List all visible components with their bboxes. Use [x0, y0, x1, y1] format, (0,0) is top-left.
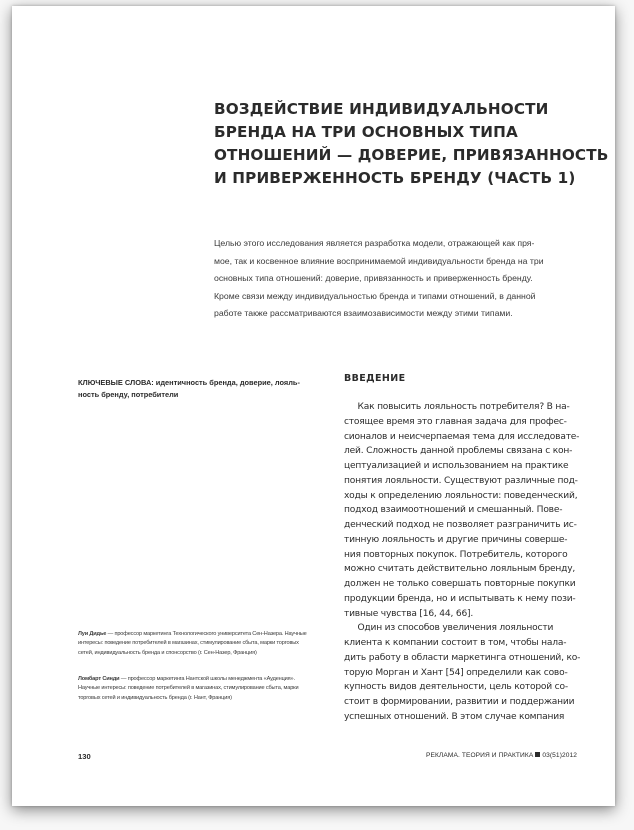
author-bio-line: сетей, индивидуальность бренда и спонсорство (г. Сен-Назер, Франция)	[78, 649, 257, 656]
body-line: должен не только совершать повторные покупки	[344, 579, 576, 589]
abstract-line: Кроме связи между индивидуальностью бренда и типами отношений, в данной	[214, 290, 536, 301]
body-line: можно считать действительно лояльным бренду,	[344, 564, 576, 575]
title-line: ОТНОШЕНИЙ — ДОВЕРИЕ, ПРИВЯЗАННОСТЬ	[214, 146, 609, 164]
issue-number: 03(51)2012	[542, 752, 578, 759]
author-bio-line	[78, 630, 328, 639]
keywords	[78, 377, 318, 400]
section-heading: ВВЕДЕНИЕ	[344, 373, 406, 384]
page-number: 130	[78, 752, 91, 761]
body-line: тивные чувства [16, 44, 66].	[344, 608, 474, 619]
body-line: ходы к определению лояльности: поведенческий,	[344, 490, 578, 501]
journal-name: РЕКЛАМА. ТЕОРИЯ И ПРАКТИКА	[426, 752, 534, 759]
body-line: денческий подход не позволяет разграничить ис-	[344, 520, 577, 530]
author-bio	[78, 630, 328, 658]
body-text	[344, 400, 599, 725]
body-line: стоящее время это главная задача для профес-	[344, 416, 567, 427]
body-line: понятия лояльности. Существуют различные под-	[344, 475, 578, 486]
body-line: Как повысить лояльность потребителя? В на-	[344, 402, 570, 412]
body-line: купность видов деятельности, цель которой со-	[344, 682, 568, 693]
author-bio	[78, 675, 328, 703]
author-bio-line: Научные интересы: поведение потребителей в магазинах, стимулирование сбыта, марки	[78, 685, 299, 692]
body-line: продукции бренда, но и испытывать к нему пози-	[344, 593, 576, 604]
body-line: клиента к компании состоит в том, чтобы нала-	[344, 638, 567, 648]
keywords-line: ность бренду, потребители	[78, 389, 179, 399]
abstract-line: работе также рассматриваются взаимозависимости между этими типами.	[214, 308, 513, 319]
running-footer	[426, 752, 577, 759]
body-line: ния повторных покупок. Потребитель, которого	[344, 549, 568, 560]
abstract-line: основных типа отношений: доверие, привязанность и приверженность бренду.	[214, 273, 533, 284]
body-line: Один из способов увеличения лояльности	[344, 623, 554, 634]
title-line: БРЕНДА НА ТРИ ОСНОВНЫХ ТИПА	[214, 123, 518, 141]
author-bio-line	[78, 675, 328, 684]
title-line: ВОЗДЕЙСТВИЕ ИНДИВИДУАЛЬНОСТИ	[214, 100, 549, 118]
author-bio-line: торговых сетей и индивидуальность бренда (г. Нант, Франция)	[78, 694, 232, 701]
body-line: сионалов и неисчерпаемая тема для исследовате-	[344, 431, 580, 442]
body-line: тинную лояльность и другие причины соверше-	[344, 534, 568, 545]
author-name: Ломбарт Синди	[78, 676, 120, 682]
abstract	[214, 235, 594, 323]
journal-page	[12, 6, 615, 806]
body-line: лей. Сложность данной проблемы связана с кон-	[344, 446, 573, 457]
body-line: стоит в формировании, развитии и поддержании	[344, 697, 575, 707]
abstract-line: мое, так и косвенное влияние воспринимаемой индивидуальности бренда на три	[214, 255, 544, 266]
keywords-line: КЛЮЧЕВЫЕ СЛОВА: идентичность бренда, доверие, лояль-	[78, 378, 300, 387]
author-name: Луи Дидье	[78, 631, 107, 637]
title-line: И ПРИВЕРЖЕННОСТЬ БРЕНДУ (ЧАСТЬ 1)	[214, 169, 576, 187]
article-title	[214, 98, 609, 190]
author-bio-line: интересы: поведение потребителей в магазинах, стимулирование сбыта, марки торговых	[78, 640, 299, 647]
abstract-line: Целью этого исследования является разработка модели, отражающей как пря-	[214, 238, 535, 248]
body-line: успешных отношений. В этом случае компания	[344, 711, 565, 722]
square-bullet-icon	[535, 752, 540, 757]
body-line: дить работу в области маркетинга отношений, ко-	[344, 652, 581, 663]
body-line: торую Морган и Хант [54] определили как сово-	[344, 667, 568, 678]
author-bio-text: — профессор маркетинга Нантской школы менеджмента «Ауденция».	[119, 676, 295, 682]
author-bio-text: — профессор маркетинга Технологического университета Сен-Назера. Научные	[106, 631, 307, 637]
body-line: цептуализацией и использованием на практике	[344, 461, 569, 471]
body-line: подход взаимоотношений и смешанный. Пове-	[344, 505, 563, 516]
